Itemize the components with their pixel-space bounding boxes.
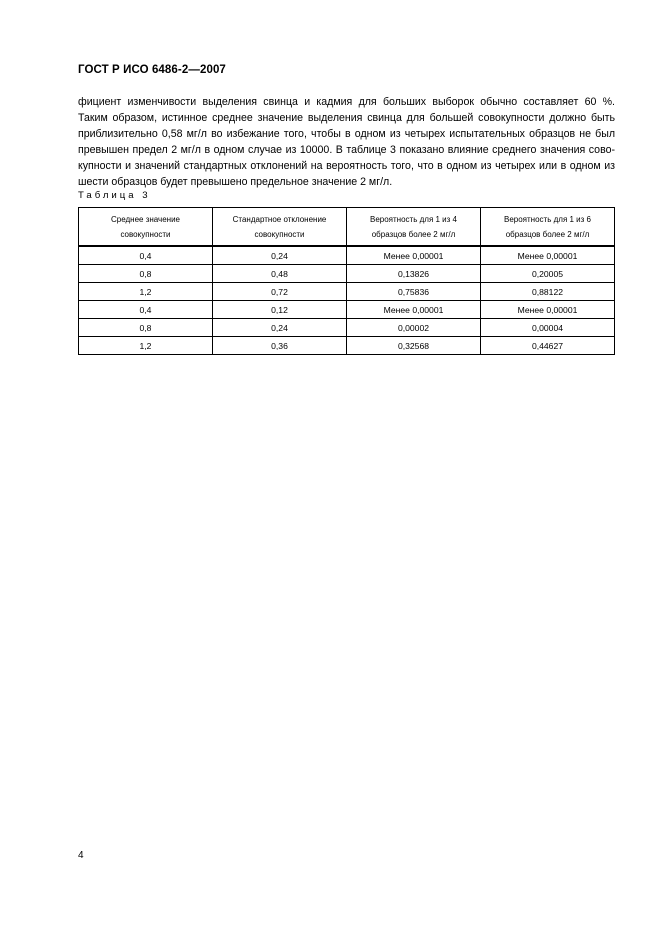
table-cell: 0,75836	[347, 283, 481, 301]
table-row	[79, 283, 615, 301]
table-cell: Менее 0,00001	[481, 301, 615, 319]
paragraph-line: приблизительно 0,58 мг/л во избежание того, чтобы в одном из четырех испытательных образцов не был	[78, 128, 615, 140]
table-cell: 1,2	[79, 337, 213, 355]
table-caption: Таблица 3	[78, 190, 151, 201]
table-cell: 0,24	[213, 246, 347, 265]
column-header-line: совокупности	[120, 229, 171, 239]
table-cell: 0,12	[213, 301, 347, 319]
table-cell: Менее 0,00001	[347, 301, 481, 319]
column-header-prob-6	[481, 208, 615, 247]
column-header-line: совокупности	[254, 229, 305, 239]
column-header-line: Вероятность для 1 из 6	[504, 214, 591, 224]
body-paragraph	[78, 94, 615, 190]
paragraph-line: фициент изменчивости выделения свинца и кадмия для больших выборок обычно составляет 60 %.	[78, 96, 615, 108]
table-cell: 0,13826	[347, 265, 481, 283]
table-cell: 0,36	[213, 337, 347, 355]
column-header-line: Стандартное отклонение	[232, 214, 327, 224]
data-table	[78, 207, 615, 355]
table-cell: 0,20005	[481, 265, 615, 283]
column-header-prob-4	[347, 208, 481, 247]
table-cell: 0,4	[79, 246, 213, 265]
table-cell: 0,88122	[481, 283, 615, 301]
column-header-mean	[79, 208, 213, 247]
table-cell: Менее 0,00001	[481, 246, 615, 265]
table-cell: 0,4	[79, 301, 213, 319]
paragraph-line: купности и значений стандартных отклонений на вероятность того, что в одном из четырех или в одном из	[78, 160, 615, 172]
column-header-line: Среднее значение	[110, 214, 181, 224]
column-header-std-dev	[213, 208, 347, 247]
table-cell: 0,00004	[481, 319, 615, 337]
table-cell: 0,00002	[347, 319, 481, 337]
table-cell: 0,72	[213, 283, 347, 301]
table-cell: 0,44627	[481, 337, 615, 355]
paragraph-line: превышен предел 2 мг/л в одном случае из 10000. В таблице 3 показано влияние среднего значения сово-	[78, 144, 615, 156]
table-cell: 0,8	[79, 319, 213, 337]
column-header-line: образцов более 2 мг/л	[505, 229, 590, 239]
paragraph-line: шести образцов будет превышено предельное значение 2 мг/л.	[78, 176, 393, 188]
column-header-line: образцов более 2 мг/л	[371, 229, 456, 239]
table-row	[79, 337, 615, 355]
table-row	[79, 319, 615, 337]
table-cell: 0,24	[213, 319, 347, 337]
table-row	[79, 301, 615, 319]
table-cell: 1,2	[79, 283, 213, 301]
table-header-row	[79, 208, 615, 247]
page-number: 4	[78, 850, 84, 861]
table-row	[79, 246, 615, 265]
paragraph-line: Таким образом, истинное среднее значение выделения свинца для большей совокупности должно быть	[78, 112, 615, 124]
table-row	[79, 265, 615, 283]
column-header-line: Вероятность для 1 из 4	[370, 214, 457, 224]
table-body	[79, 246, 615, 355]
document-header: ГОСТ Р ИСО 6486-2—2007	[78, 64, 226, 76]
table-cell: 0,32568	[347, 337, 481, 355]
table-cell: 0,48	[213, 265, 347, 283]
table-cell: 0,8	[79, 265, 213, 283]
table-header	[79, 208, 615, 247]
table-cell: Менее 0,00001	[347, 246, 481, 265]
